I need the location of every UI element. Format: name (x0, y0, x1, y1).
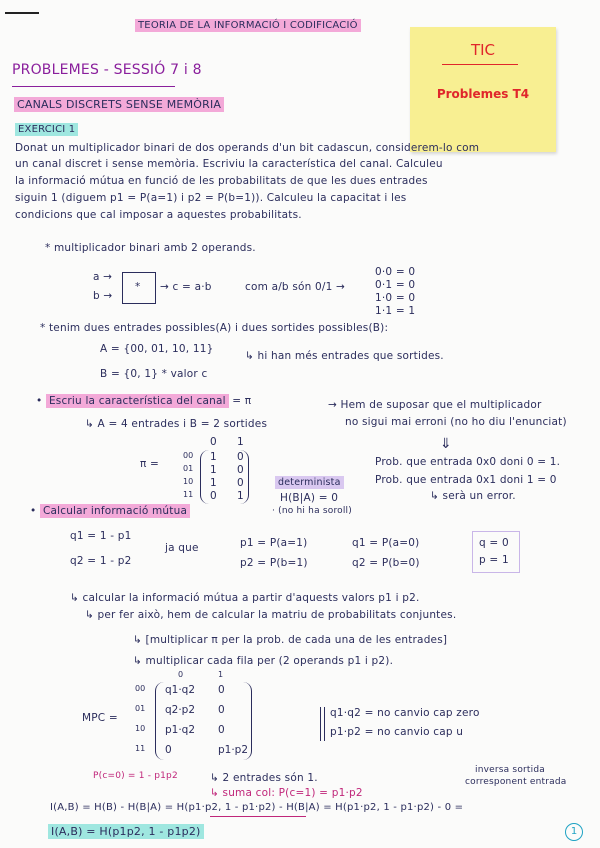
exercise-label: EXERCICI 1 (15, 123, 78, 136)
matrix-cell: 0 (218, 704, 225, 716)
two-inputs-note: ↳ 2 entrades són 1. (210, 772, 318, 784)
truth-row: 0·0 = 0 (375, 266, 416, 278)
deterministic-label: determinista (275, 476, 344, 489)
assumption-line: → Hem de suposar que el multiplicador (328, 399, 542, 411)
truth-row: 1·0 = 0 (375, 292, 416, 304)
pc0-note: P(c=0) = 1 - p1p2 (93, 771, 178, 781)
matrix-cell: 0 (237, 451, 244, 463)
matrix-cell: 1 (210, 477, 217, 489)
equation-underline (210, 816, 306, 817)
note-multiplier: * multiplicador binari amb 2 operands. (45, 242, 256, 254)
step-note: ↳ per fer això, hem de calcular la matriu de probabilitats conjuntes. (85, 609, 457, 621)
down-arrow-icon: ⇓ (440, 436, 452, 452)
mpc-col-header: 0 (178, 670, 184, 679)
q2-eq: q2 = 1 - p2 (70, 555, 132, 567)
matrix-cell: q1·q2 (165, 684, 196, 696)
mutual-info-equation: I(A,B) = H(B) - H(B|A) = H(p1·p2, 1 - p1·p2) - H(B|A) = H(p1·p2, 1 - p1·p2) - 0 = (50, 802, 464, 813)
matrix-left-paren (200, 450, 209, 504)
multiplier-symbol: * (135, 281, 141, 293)
entropy-note: H(B|A) = 0 (280, 492, 339, 504)
more-inputs-note: ↳ hi han més entrades que sortides. (245, 350, 444, 362)
mutual-info-heading: Calcular informació mútua (40, 504, 190, 518)
sticky-underline (442, 64, 518, 65)
step-note: ↳ [multiplicar π per la prob. de cada una de les entrades] (133, 634, 448, 646)
characteristic-eq: = π (232, 395, 252, 407)
set-a: A = {00, 01, 10, 11} (100, 343, 214, 355)
matrix-row-label: 10 (183, 477, 194, 486)
inputs-outputs-note: * tenim dues entrades possibles(A) i dues sortides possibles(B): (40, 322, 389, 334)
characteristic-heading: Escriu la característica del canal (46, 394, 229, 408)
margin-mark (5, 12, 39, 14)
pi-col-header: 1 (237, 436, 244, 448)
course-title: TEORIA DE LA INFORMACIÓ I CODIFICACIÓ (135, 19, 361, 32)
matrix-cell: 1 (237, 490, 244, 502)
statement-line: un canal discret i sense memòria. Escriviu la característica del canal. Calculeu (15, 158, 443, 170)
matrix-row-label: 11 (135, 744, 146, 753)
io-counts: ↳ A = 4 entrades i B = 2 sortides (85, 418, 268, 430)
pi-label: π = (140, 458, 160, 470)
truth-row: 0·1 = 0 (375, 279, 416, 291)
matrix-cell: 1 (210, 464, 217, 476)
bullet-mutual-info: • Calcular informació mútua (30, 505, 190, 517)
statement-line: Donat un multiplicador binari de dos operands d'un bit cadascun, considerem-lo com (15, 142, 480, 154)
assumption-line: no sigui mai erroni (no ho diu l'enunciat) (345, 416, 567, 428)
since-text: ja que (165, 542, 199, 554)
truth-row: 1·1 = 1 (375, 305, 416, 317)
matrix-row-label: 01 (183, 464, 194, 473)
p2-def: p2 = P(b=1) (240, 557, 308, 569)
matrix-row-label: 01 (135, 704, 146, 713)
input-b: b → (93, 290, 113, 302)
matrix-row-label: 00 (183, 451, 194, 460)
step-note: ↳ multiplicar cada fila per (2 operands p1 i p2). (133, 655, 394, 667)
prob-note: Prob. que entrada 0x0 doni 0 = 1. (375, 456, 561, 468)
box-p: p = 1 (479, 554, 509, 566)
sticky-subtitle: Problemes T4 (436, 87, 530, 101)
box-q: q = 0 (479, 537, 509, 549)
statement-line: la informació mútua en funció de les probabilitats de que les dues entrades (15, 175, 428, 187)
sticky-title: TIC (470, 41, 496, 59)
matrix-cell: 0 (218, 724, 225, 736)
matrix-row-label: 11 (183, 490, 194, 499)
section-title: CANALS DISCRETS SENSE MEMÒRIA (14, 97, 224, 112)
multiplier-box (122, 272, 156, 304)
inverse-note: corresponent entrada (465, 777, 567, 787)
values-note: com a/b són 0/1 → (245, 281, 346, 293)
mpc-label: MPC = (82, 712, 118, 724)
matrix-cell: 0 (237, 477, 244, 489)
pi-col-header: 0 (210, 436, 217, 448)
matrix-cell: 0 (165, 744, 172, 756)
matrix-cell: 0 (237, 464, 244, 476)
session-title: PROBLEMES - SESSIÓ 7 i 8 (12, 62, 202, 78)
matrix-cell: p1·q2 (165, 724, 196, 736)
sum-col-note: ↳ suma col: P(c=1) = p1·p2 (210, 787, 363, 799)
matrix-cell: 0 (218, 684, 225, 696)
statement-line: condicions que cal imposar a aquestes probabilitats. (15, 209, 302, 221)
matrix-row-label: 10 (135, 724, 146, 733)
mpc-col-header: 1 (218, 670, 224, 679)
bullet-characteristic: • Escriu la característica del canal = π (36, 395, 252, 407)
set-b: B = {0, 1} * valor c (100, 368, 208, 380)
inverse-note: inversa sortida (475, 765, 545, 775)
session-underline (12, 86, 175, 87)
p1-def: p1 = P(a=1) (240, 537, 308, 549)
step-note: ↳ calcular la informació mútua a partir d'aquests valors p1 i p2. (70, 592, 420, 604)
matrix-cell: 1 (210, 451, 217, 463)
qp-box (472, 531, 520, 573)
statement-line: siguin 1 (diguem p1 = P(a=1) i p2 = P(b=1)). Calculeu la capacitat i les (15, 192, 407, 204)
mpc-left-paren (155, 682, 164, 760)
sticky-note (410, 27, 556, 152)
prob-note: ↳ serà un error. (430, 490, 516, 502)
matrix-cell: q2·p2 (165, 704, 196, 716)
matrix-cell: p1·p2 (218, 744, 249, 756)
matrix-cell: 0 (210, 490, 217, 502)
no-noise-note: · (no hi ha soroll) (272, 506, 352, 516)
output-eq: → c = a·b (160, 281, 212, 293)
double-bar-icon (320, 707, 325, 741)
q1-eq: q1 = 1 - p1 (70, 530, 132, 542)
mutual-info-result: I(A,B) = H(p1p2, 1 - p1p2) (48, 824, 204, 839)
matrix-row-label: 00 (135, 684, 146, 693)
mpc-note: p1·p2 = no canvio cap u (330, 726, 464, 738)
page-number: 1 (565, 823, 583, 841)
q1-def: q1 = P(a=0) (352, 537, 420, 549)
mpc-note: q1·q2 = no canvio cap zero (330, 707, 480, 719)
prob-note: Prob. que entrada 0x1 doni 1 = 0 (375, 474, 557, 486)
input-a: a → (93, 271, 113, 283)
q2-def: q2 = P(b=0) (352, 557, 420, 569)
